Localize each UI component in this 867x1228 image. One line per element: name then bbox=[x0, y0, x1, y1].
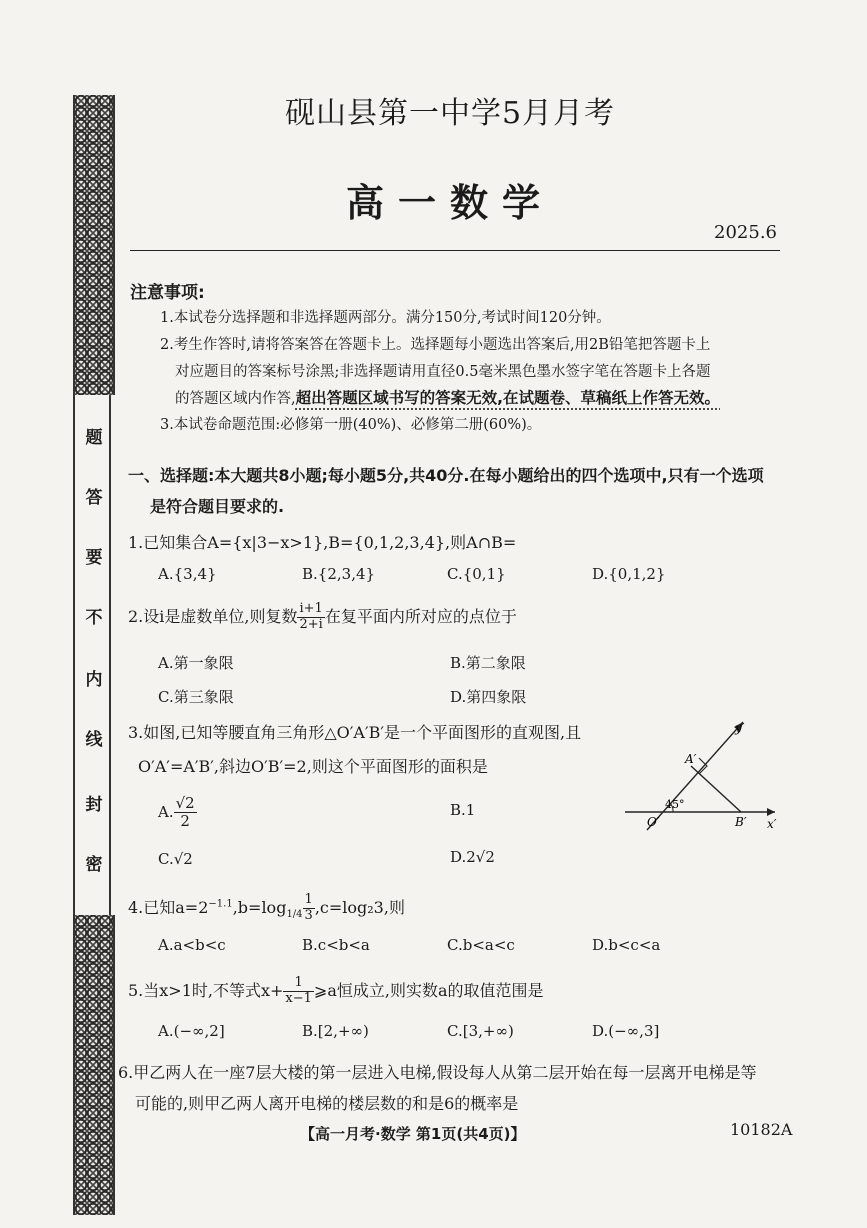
question-4-option-b: B.c<b<a bbox=[302, 936, 370, 954]
fraction-numerator: 1 bbox=[304, 892, 313, 907]
fraction-denominator: 2+i bbox=[299, 616, 323, 632]
label-b: B′ bbox=[735, 815, 747, 829]
question-4-option-d: D.b<c<a bbox=[592, 936, 661, 954]
seal-char: 密 bbox=[85, 855, 103, 875]
q4-log-base: 1/4 bbox=[286, 909, 303, 921]
seal-char: 内 bbox=[85, 670, 103, 690]
label-y: y′ bbox=[735, 721, 745, 735]
seal-char: 线 bbox=[85, 730, 103, 750]
seal-char: 封 bbox=[85, 795, 103, 815]
notice-item-2-end bbox=[175, 386, 720, 408]
question-1-option-a: A.{3,4} bbox=[158, 565, 217, 583]
exam-date: 2025.6 bbox=[714, 222, 777, 243]
seal-line-box bbox=[73, 395, 111, 915]
question-3-option-b: B.1 bbox=[450, 801, 476, 819]
question-1-option-c: C.{0,1} bbox=[447, 565, 506, 583]
question-4-stem bbox=[128, 893, 405, 924]
page-footer: 【高一月考·数学 第1页(共4页)】 bbox=[300, 1125, 526, 1143]
notice-heading: 注意事项: bbox=[130, 283, 205, 303]
seal-char: 答 bbox=[85, 488, 103, 508]
fraction-denominator: x−1 bbox=[285, 990, 312, 1006]
y-axis bbox=[647, 722, 743, 830]
q5-part-b: ⩾a恒成立,则实数a的取值范围是 bbox=[313, 980, 544, 1000]
question-2-option-a: A.第一象限 bbox=[158, 654, 234, 672]
question-6-line-1: 6.甲乙两人在一座7层大楼的第一层进入电梯,假设每人从第二层开始在每一层离开电梯是等 bbox=[118, 1063, 757, 1082]
fraction-numerator: 1 bbox=[283, 976, 314, 992]
triangle-side-ab bbox=[691, 766, 741, 812]
q4-part-b: ,b=log bbox=[232, 897, 287, 917]
question-2-fraction bbox=[297, 602, 324, 633]
question-3-option-a bbox=[158, 795, 197, 831]
fraction-numerator: √2 bbox=[175, 794, 195, 812]
notice-item-2: 2.考生作答时,请将答案答在答题卡上。选择题每小题选出答案后,用2B铅笔把答题卡上 bbox=[160, 337, 711, 353]
question-4-option-c: C.b<a<c bbox=[447, 936, 515, 954]
seal-char: 题 bbox=[85, 428, 103, 448]
q5-part-a: 5.当x>1时,不等式x+ bbox=[128, 980, 284, 1000]
q4-fraction bbox=[303, 893, 315, 924]
option-label: A. bbox=[158, 802, 174, 821]
fraction-denominator: 3 bbox=[304, 907, 313, 923]
question-3-option-c: C.√2 bbox=[158, 850, 193, 868]
question-1-stem: 1.已知集合A={x|3−x>1},B={0,1,2,3,4},则A∩B= bbox=[128, 533, 517, 552]
notice-text: 的答题区域内作答, bbox=[175, 391, 296, 407]
question-3-line-1: 3.如图,已知等腰直角三角形△O′A′B′是一个平面图形的直观图,且 bbox=[128, 723, 582, 742]
question-5-option-a: A.(−∞,2] bbox=[158, 1022, 225, 1040]
question-5-option-d: D.(−∞,3] bbox=[592, 1022, 660, 1040]
notice-item-2-cont: 对应题目的答案标号涂黑;非选择题请用直径0.5毫米黑色墨水签字笔在答题卡上各题 bbox=[175, 364, 711, 380]
question-5-option-b: B.[2,+∞) bbox=[302, 1022, 369, 1040]
label-x: x′ bbox=[767, 817, 777, 831]
question-2-stem-a: 2.设i是虚数单位,则复数 bbox=[128, 606, 298, 626]
seal-char: 不 bbox=[85, 608, 103, 628]
question-4-option-a: A.a<b<c bbox=[158, 936, 226, 954]
question-2-option-b: B.第二象限 bbox=[450, 654, 526, 672]
q5-fraction bbox=[283, 976, 314, 1007]
option-a-fraction bbox=[174, 795, 197, 831]
label-a: A′ bbox=[685, 752, 697, 766]
question-5-stem bbox=[128, 976, 543, 1007]
question-5-option-c: C.[3,+∞) bbox=[447, 1022, 514, 1040]
margin-pattern-top bbox=[73, 95, 115, 395]
margin-pattern-bottom bbox=[73, 915, 115, 1215]
question-2-option-c: C.第三象限 bbox=[158, 688, 234, 706]
subject-title: 高一数学 bbox=[345, 181, 554, 225]
header-rule bbox=[130, 250, 780, 251]
question-2-stem-b: 在复平面内所对应的点位于 bbox=[324, 606, 517, 626]
question-1-option-b: B.{2,3,4} bbox=[302, 565, 376, 583]
q4-part-a: 4.已知a=2 bbox=[128, 897, 209, 917]
question-2-stem bbox=[128, 602, 517, 633]
angle-label: 45° bbox=[665, 798, 685, 811]
q4-part-c: ,c=log₂3,则 bbox=[314, 897, 405, 917]
school-title: 砚山县第一中学5月月考 bbox=[284, 96, 616, 131]
notice-item-1: 1.本试卷分选择题和非选择题两部分。满分150分,考试时间120分钟。 bbox=[160, 310, 611, 326]
binding-margin bbox=[73, 95, 111, 1215]
question-6-line-2: 可能的,则甲乙两人离开电梯的楼层数的和是6的概率是 bbox=[135, 1094, 519, 1113]
q4-exponent: −1.1 bbox=[208, 898, 233, 910]
label-o: O′ bbox=[647, 815, 660, 829]
question-3-line-2: O′A′=A′B′,斜边O′B′=2,则这个平面图形的面积是 bbox=[138, 757, 488, 776]
notice-item-3: 3.本试卷命题范围:必修第一册(40%)、必修第二册(60%)。 bbox=[160, 417, 542, 433]
question-3-figure bbox=[615, 712, 785, 837]
exam-code: 10182A bbox=[730, 1120, 793, 1139]
notice-emphasis: 超出答题区域书写的答案无效,在试题卷、草稿纸上作答无效。 bbox=[295, 389, 720, 407]
question-1-option-d: D.{0,1,2} bbox=[592, 565, 666, 583]
section-heading: 一、选择题:本大题共8小题;每小题5分,共40分.在每小题给出的四个选项中,只有一个选项 bbox=[128, 466, 764, 485]
section-heading-cont: 是符合题目要求的. bbox=[150, 497, 285, 516]
question-3-option-d: D.2√2 bbox=[450, 848, 495, 866]
question-2-option-d: D.第四象限 bbox=[450, 688, 527, 706]
fraction-denominator: 2 bbox=[180, 812, 190, 831]
fraction-numerator: i+1 bbox=[299, 601, 323, 616]
x-axis-arrow bbox=[767, 808, 775, 816]
seal-char: 要 bbox=[85, 548, 103, 568]
